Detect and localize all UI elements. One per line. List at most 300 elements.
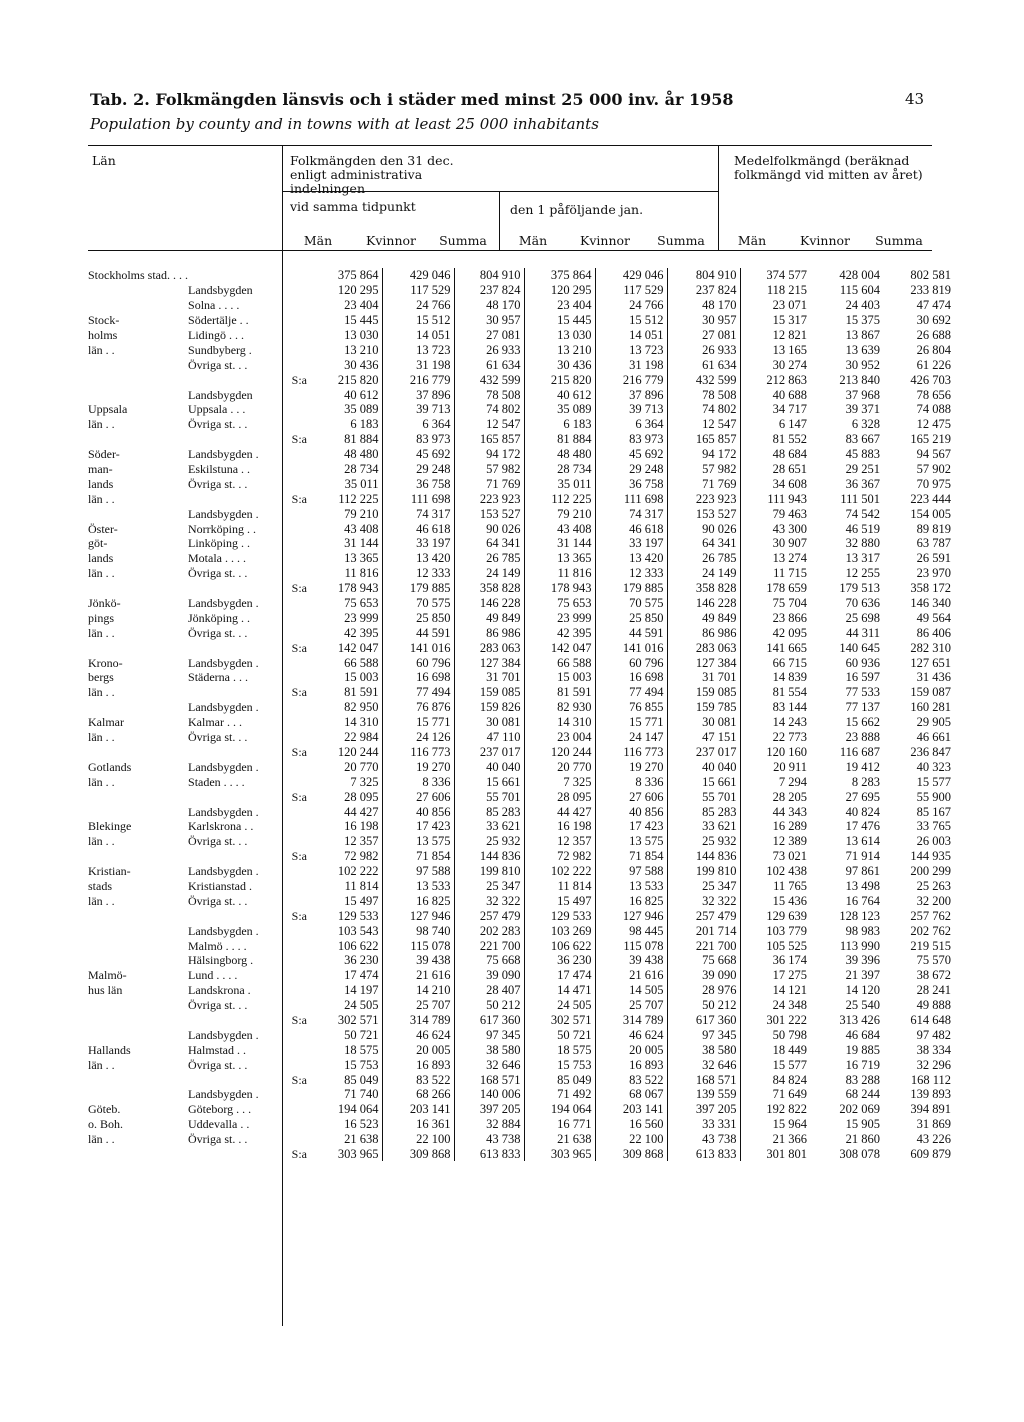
cell-man-3: 11 715 [773,566,808,581]
cell-man-2: 15 003 [524,670,595,685]
cell-summa-1: 237 017 [454,745,524,760]
area-label: Övriga st. . . [188,566,248,581]
cell-man-2: 13 210 [524,342,595,357]
county-label [88,908,188,923]
cell-man-2: 11 816 [524,566,595,581]
county-label: Krono- [88,655,123,670]
cell-summa-2: 61 634 [667,357,740,372]
cell-summa-3: 28 241 [916,983,952,998]
cell-kvinnor-3: 21 397 [845,968,881,983]
cell-summa-2: 31 701 [667,670,740,685]
cell-summa-3: 49 564 [916,610,952,625]
rule-v-mid [499,191,500,251]
cell-kvinnor-3: 116 687 [839,744,881,759]
cell-summa-1: 75 668 [454,953,524,968]
cell-kvinnor-1: 15 512 [382,313,454,328]
table-row [88,268,954,283]
table-row [88,1042,954,1057]
cell-man-3: 66 715 [772,655,808,670]
cell-kvinnor-1: 37 896 [382,387,454,402]
cell-man-3: 84 824 [772,1072,808,1087]
cell-kvinnor-1: 71 854 [382,849,454,864]
county-label [88,923,188,938]
cell-summa-2: 50 212 [667,998,740,1013]
table-row [88,700,954,715]
cell-man-1: 303 965 [311,1147,382,1162]
header-man-3: Män [737,233,767,248]
cell-kvinnor-3: 83 667 [845,432,881,447]
cell-kvinnor-2: 98 445 [595,923,667,938]
cell-kvinnor-1: 77 494 [382,685,454,700]
cell-man-1: 20 770 [311,759,382,774]
cell-summa-3: 47 474 [916,298,952,313]
table-sum-row [88,640,954,655]
cell-man-2: 17 474 [524,968,595,983]
area-label: Övriga st. . . [188,625,248,640]
cell-man-2: 23 404 [524,298,595,313]
area-label: Landsbygden . [188,923,259,938]
area-label: Linköping . . [188,536,251,551]
county-label: län . . [88,834,115,849]
cell-kvinnor-3: 213 840 [839,372,881,387]
cell-summa-1: 257 479 [454,908,524,923]
area-label: Karlskrona . . [188,819,254,834]
cell-man-1: 23 404 [311,298,382,313]
table-row [88,998,954,1013]
table-row [88,313,954,328]
cell-kvinnor-2: 37 896 [595,387,667,402]
cell-man-1: 35 089 [311,402,382,417]
sum-label: S:a [291,491,308,506]
table-sum-row [88,581,954,596]
cell-summa-3: 29 905 [916,715,952,730]
table-row [88,447,954,462]
cell-man-1: 72 982 [311,849,382,864]
cell-man-2: 15 497 [524,893,595,908]
county-label [88,506,188,521]
county-label: stads [88,878,112,893]
cell-man-2: 43 408 [524,521,595,536]
cell-man-3: 71 649 [772,1087,808,1102]
cell-kvinnor-2: 46 618 [595,521,667,536]
cell-summa-1: 30 081 [454,715,524,730]
sum-label: S:a [291,685,308,700]
cell-man-3: 11 765 [773,878,808,893]
cell-man-2: 14 471 [524,983,595,998]
county-label: Söder- [88,447,120,462]
cell-summa-2: 168 571 [667,1072,740,1087]
cell-summa-3: 32 200 [916,893,952,908]
cell-summa-3: 26 003 [916,834,952,849]
cell-man-3: 374 577 [766,268,808,283]
cell-man-2: 120 244 [524,745,595,760]
cell-summa-3: 202 762 [910,923,952,938]
cell-kvinnor-3: 111 501 [840,491,881,506]
table-sum-row [88,1013,954,1028]
cell-man-2: 30 436 [524,357,595,372]
cell-man-2: 103 269 [524,923,595,938]
cell-kvinnor-1: 83 973 [382,432,454,447]
header-summa-2: Summa [657,233,705,248]
cell-man-1: 375 864 [311,268,382,283]
cell-man-2: 31 144 [524,536,595,551]
cell-summa-3: 25 263 [916,878,952,893]
cell-man-2: 40 612 [524,387,595,402]
cell-man-3: 48 684 [772,447,808,462]
cell-kvinnor-1: 309 868 [382,1147,454,1162]
area-label: Malmö . . . . [188,938,247,953]
cell-man-2: 20 770 [524,759,595,774]
cell-man-1: 194 064 [311,1102,382,1117]
table-row [88,893,954,908]
cell-man-1: 36 230 [311,953,382,968]
cell-kvinnor-3: 68 244 [845,1087,881,1102]
cell-kvinnor-1: 46 618 [382,521,454,536]
cell-man-2: 129 533 [524,908,595,923]
cell-summa-1: 47 110 [454,730,524,745]
table-row [88,730,954,745]
county-label: Kalmar [88,715,124,730]
cell-man-1: 13 210 [311,342,382,357]
cell-summa-1: 432 599 [454,372,524,387]
header-lan: Län [92,153,116,168]
cell-kvinnor-3: 16 719 [845,1057,881,1072]
cell-man-3: 129 639 [766,908,808,923]
table-row [88,1087,954,1102]
cell-man-1: 142 047 [311,640,382,655]
table-row [88,596,954,611]
cell-kvinnor-2: 14 051 [595,328,667,343]
cell-summa-1: 15 661 [454,774,524,789]
cell-summa-3: 12 475 [916,417,952,432]
cell-man-2: 14 310 [524,715,595,730]
cell-kvinnor-1: 12 333 [382,566,454,581]
cell-summa-1: 199 810 [454,864,524,879]
county-label: o. Boh. [88,1117,124,1132]
cell-kvinnor-1: 19 270 [382,759,454,774]
table-sum-row [88,908,954,923]
cell-kvinnor-2: 44 591 [595,625,667,640]
cell-man-3: 16 289 [772,819,808,834]
cell-kvinnor-2: 20 005 [595,1042,667,1057]
county-label: Blekinge [88,819,132,834]
cell-summa-3: 78 656 [916,387,952,402]
cell-summa-3: 233 819 [910,283,952,298]
cell-man-3: 83 144 [772,700,808,715]
county-label: hus län [88,983,123,998]
cell-kvinnor-2: 16 698 [595,670,667,685]
cell-man-1: 14 310 [311,715,382,730]
cell-summa-1: 223 923 [454,491,524,506]
cell-summa-3: 31 869 [916,1117,952,1132]
cell-man-2: 28 095 [524,789,595,804]
header-man-2: Män [518,233,548,248]
cell-kvinnor-2: 13 533 [595,879,667,894]
cell-man-3: 13 274 [772,551,808,566]
county-label [88,1147,188,1162]
cell-kvinnor-1: 44 591 [382,625,454,640]
area-label: Landsbygden . [188,804,259,819]
cell-kvinnor-3: 97 861 [845,864,881,879]
cell-kvinnor-3: 60 936 [845,655,881,670]
table-row [88,610,954,625]
header-group1b: den 1 påföljande jan. [510,202,644,217]
cell-summa-2: 57 982 [667,462,740,477]
area-label: Landsbygden [188,283,253,298]
cell-man-3: 23 071 [772,298,808,313]
county-label: län . . [88,417,115,432]
cell-summa-3: 23 970 [916,566,952,581]
cell-kvinnor-3: 70 636 [845,596,881,611]
cell-summa-2: 28 976 [667,983,740,998]
cell-man-1: 7 325 [311,774,382,789]
cell-summa-2: 432 599 [667,372,740,387]
cell-summa-1: 74 802 [454,402,524,417]
cell-kvinnor-2: 39 438 [595,953,667,968]
cell-kvinnor-3: 25 540 [845,998,881,1013]
cell-man-2: 303 965 [524,1147,595,1162]
table-row [88,387,954,402]
cell-kvinnor-1: 39 438 [382,953,454,968]
cell-summa-1: 237 824 [454,283,524,298]
cell-man-2: 50 721 [524,1027,595,1042]
cell-man-2: 82 930 [524,700,595,715]
cell-summa-2: 24 149 [667,566,740,581]
cell-kvinnor-2: 76 855 [595,700,667,715]
table-subtitle: Population by county and in towns with at least 25 000 inhabitants [90,115,599,133]
county-label: län . . [88,1057,115,1072]
table-row [88,834,954,849]
cell-man-3: 105 525 [766,938,808,953]
cell-summa-1: 221 700 [454,938,524,953]
cell-summa-2: 33 621 [667,819,740,834]
cell-summa-3: 139 893 [910,1087,952,1102]
county-label: Malmö- [88,968,127,983]
cell-kvinnor-3: 77 533 [845,685,881,700]
cell-summa-1: 617 360 [454,1013,524,1028]
cell-kvinnor-1: 27 606 [382,789,454,804]
cell-summa-1: 26 933 [454,342,524,357]
cell-man-2: 48 480 [524,447,595,462]
table-row [88,328,954,343]
cell-man-3: 301 801 [766,1146,808,1161]
county-label: Kristian- [88,864,131,879]
cell-man-2: 23 999 [524,610,595,625]
cell-man-3: 15 577 [772,1057,808,1072]
cell-man-1: 75 653 [311,596,382,611]
cell-kvinnor-2: 216 779 [595,372,667,387]
cell-kvinnor-1: 8 336 [382,774,454,789]
area-label: Landsbygden . [188,1027,259,1042]
cell-summa-2: 30 081 [667,715,740,730]
cell-summa-2: 358 828 [667,581,740,596]
cell-man-3: 301 222 [766,1012,808,1027]
cell-kvinnor-3: 13 867 [845,328,881,342]
cell-kvinnor-2: 14 505 [595,983,667,998]
cell-summa-1: 127 384 [454,655,524,670]
cell-summa-1: 26 785 [454,551,524,566]
cell-kvinnor-2: 116 773 [595,745,667,760]
cell-summa-2: 75 668 [667,953,740,968]
county-label: Jönkö- [88,596,121,611]
cell-man-2: 12 357 [524,834,595,849]
cell-kvinnor-2: 21 616 [595,968,667,983]
cell-kvinnor-2: 6 364 [595,417,667,432]
cell-summa-2: 15 661 [667,774,740,789]
cell-man-1: 31 144 [311,536,382,551]
cell-summa-1: 32 322 [454,893,524,908]
cell-summa-1: 32 646 [454,1057,524,1072]
cell-summa-2: 43 738 [667,1132,740,1147]
header-summa-1: Summa [439,233,487,248]
county-label: län . . [88,1132,115,1147]
table-row [88,864,954,879]
area-label: Kristianstad . [188,878,253,893]
cell-summa-2: 237 017 [667,745,740,760]
population-table [88,268,954,1161]
area-label: Övriga st. . . [188,730,248,745]
county-label: län . . [88,893,115,908]
county-label: Hallands [88,1042,131,1057]
cell-summa-3: 61 226 [916,357,952,372]
cell-kvinnor-3: 8 283 [851,774,881,789]
cell-summa-2: 64 341 [667,536,740,551]
cell-man-3: 34 608 [772,476,808,491]
cell-summa-3: 127 651 [910,655,952,670]
rule-header-bottom [88,250,932,251]
cell-summa-3: 257 762 [910,908,952,923]
cell-kvinnor-1: 111 698 [382,491,454,506]
cell-kvinnor-1: 16 825 [382,893,454,908]
page-number: 43 [905,90,925,108]
table-row [88,1102,954,1117]
cell-man-2: 106 622 [524,938,595,953]
cell-man-3: 36 174 [772,953,808,968]
cell-kvinnor-2: 8 336 [595,774,667,789]
county-label: Gotlands [88,759,132,774]
cell-summa-3: 30 692 [916,313,952,328]
cell-kvinnor-2: 83 973 [595,432,667,447]
cell-kvinnor-1: 76 876 [382,700,454,715]
cell-kvinnor-3: 113 990 [839,938,881,953]
cell-kvinnor-2: 16 893 [595,1057,667,1072]
area-label: Lund . . . . [188,968,238,983]
cell-kvinnor-3: 36 367 [845,476,881,491]
cell-man-3: 17 275 [772,968,808,983]
cell-man-1: 15 497 [311,893,382,908]
county-label [88,849,188,864]
cell-man-2: 81 591 [524,685,595,700]
cell-kvinnor-1: 16 698 [382,670,454,685]
cell-summa-3: 26 688 [916,328,952,342]
cell-man-1: 16 523 [311,1117,382,1132]
cell-man-2: 15 445 [524,313,595,328]
table-row [88,968,954,983]
cell-kvinnor-3: 32 880 [845,536,881,551]
cell-summa-2: 26 933 [667,342,740,357]
county-label [88,1087,188,1102]
cell-kvinnor-3: 6 328 [851,417,881,432]
table-sum-row [88,745,954,760]
cell-man-3: 21 366 [772,1132,808,1147]
cell-man-3: 178 659 [766,581,808,596]
cell-summa-2: 127 384 [667,655,740,670]
cell-man-2: 16 198 [524,819,595,834]
cell-kvinnor-2: 115 078 [595,938,667,953]
cell-kvinnor-2: 45 692 [595,447,667,462]
cell-man-1: 13 030 [311,328,382,343]
cell-kvinnor-1: 33 197 [382,536,454,551]
cell-summa-2: 139 559 [667,1087,740,1102]
sum-label: S:a [291,849,308,864]
cell-summa-1: 57 982 [454,462,524,477]
cell-man-2: 13 030 [524,328,595,343]
cell-man-3: 28 651 [772,462,808,477]
cell-kvinnor-2: 36 758 [595,476,667,491]
cell-summa-1: 61 634 [454,357,524,372]
cell-kvinnor-1: 127 946 [382,908,454,923]
cell-man-3: 13 165 [772,342,808,357]
cell-man-3: 6 147 [778,417,808,432]
cell-kvinnor-2: 13 575 [595,834,667,849]
cell-man-1: 24 505 [311,998,382,1013]
county-label: län . . [88,491,115,506]
cell-man-3: 30 274 [772,357,808,372]
cell-kvinnor-2: 77 494 [595,685,667,700]
table-row [88,938,954,953]
cell-kvinnor-1: 36 758 [382,476,454,491]
cell-man-2: 102 222 [524,864,595,879]
table-row [88,462,954,477]
table-row [88,625,954,640]
top-rule [88,145,932,146]
cell-summa-1: 168 571 [454,1072,524,1087]
cell-kvinnor-3: 179 513 [839,581,881,596]
area-label: Övriga st. . . [188,1132,248,1147]
cell-summa-2: 40 040 [667,759,740,774]
cell-man-1: 112 225 [311,491,382,506]
cell-man-1: 85 049 [311,1072,382,1087]
county-label: Stockholms stad. . . . [88,268,189,283]
cell-summa-2: 25 932 [667,834,740,849]
header-group2: Medelfolkmängd (beräknad folkmängd vid mitten av året) [734,153,923,182]
cell-man-1: 42 395 [311,625,382,640]
cell-kvinnor-1: 314 789 [382,1013,454,1028]
cell-summa-3: 144 935 [910,849,952,864]
cell-man-2: 71 492 [524,1087,595,1102]
cell-summa-3: 57 902 [916,462,952,477]
cell-kvinnor-1: 13 575 [382,834,454,849]
area-label: Landsbygden . [188,1087,259,1102]
cell-man-1: 44 427 [311,804,382,819]
cell-summa-2: 25 347 [667,879,740,894]
cell-kvinnor-3: 19 885 [845,1042,881,1057]
cell-kvinnor-2: 24 766 [595,298,667,313]
table-row [88,298,954,313]
area-label: Övriga st. . . [188,1057,248,1072]
cell-summa-2: 86 986 [667,625,740,640]
cell-summa-2: 223 923 [667,491,740,506]
cell-kvinnor-2: 179 885 [595,581,667,596]
area-label: Övriga st. . . [188,417,248,432]
cell-kvinnor-3: 13 639 [845,342,881,357]
cell-kvinnor-3: 40 824 [845,804,881,819]
cell-summa-3: 223 444 [910,491,952,506]
cell-kvinnor-1: 46 624 [382,1027,454,1042]
cell-kvinnor-3: 77 137 [845,700,881,715]
cell-kvinnor-1: 74 317 [382,506,454,521]
table-row [88,536,954,551]
